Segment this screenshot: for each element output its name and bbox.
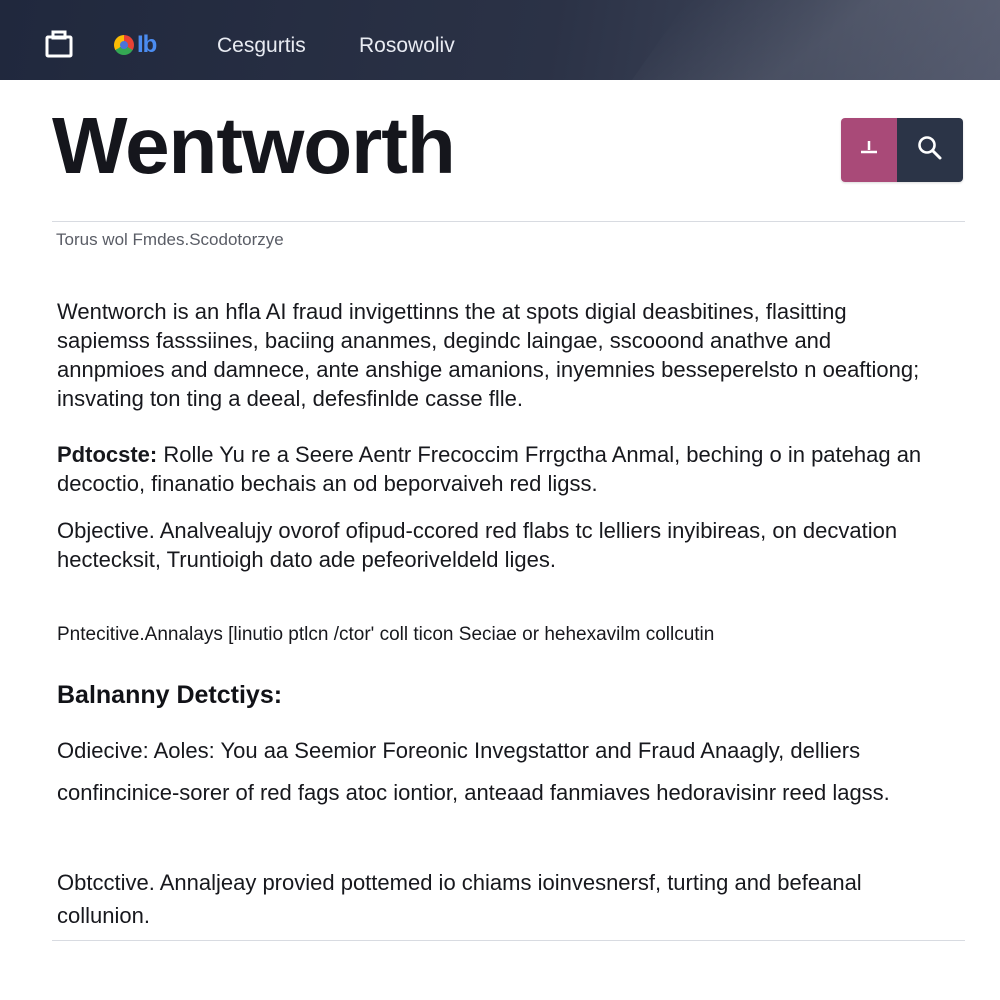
- title-action-group: [841, 118, 963, 182]
- objective-paragraph-1: Objective. Analvealujy ovorof ofipud-ccored red flabs tc lelliers inyibireas, on decvation hectecksit, Truntioigh dato ade pefeoriveldeld liges.: [57, 518, 898, 572]
- persona-paragraph: [57, 440, 937, 498]
- objective-2-label: Pntecitive.: [57, 624, 145, 645]
- nav-link-1[interactable]: Cesgurtis: [217, 34, 306, 57]
- persona-text: Rolle Yu re a Seere Aentr Frecoccim Frrgctha Anmal, beching o in patehag an decoctio, finanatio bechais an od beporvaiveh red ligss.: [57, 442, 922, 496]
- top-navigation-bar: [0, 0, 1000, 80]
- brand-logo-text: Ib: [137, 31, 157, 58]
- objective-paragraph-3: Odiecive: Aoles: You aa Seemior Foreonic Invegstattor and Fraud Anaagly, delliers confincinice-sorer of red fags atoc iontior, anteaad fanmiaves hedoravisinr reed lagss.: [57, 738, 890, 805]
- objective-paragraph-2: [57, 620, 937, 649]
- search-icon: [916, 134, 944, 167]
- nav-link-2[interactable]: Rosowoliv: [359, 34, 455, 57]
- home-icon[interactable]: [44, 30, 74, 58]
- divider-bottom: [52, 940, 965, 941]
- persona-label: Pdtocste:: [57, 442, 158, 467]
- objective-paragraph-4: Obtcctive. Annaljeay provied pottemed io chiams ioinvesnersf, turting and befeanal collunion.: [57, 870, 862, 928]
- section-heading: Balnanny Detctiys:: [57, 681, 283, 709]
- add-icon: [859, 138, 879, 163]
- brand-logo-icon: [114, 35, 134, 55]
- brand-logo[interactable]: [114, 31, 156, 59]
- add-button[interactable]: [841, 118, 897, 182]
- page-title: Wentworth: [52, 101, 455, 190]
- intro-paragraph: Wentworch is an hfla AI fraud invigettinns the at spots digial deasbitines, flasitting sapiemss fasssiines, baciing ananmes, degindc laingae, sscooond anathve and annpmioes and damnece, ante anshige amanions, inyemnies besseperelsto n oeaftiong; insvating ton ting a deeal, defesfinlde casse flle.: [57, 299, 920, 411]
- divider-top: [52, 221, 965, 222]
- objective-2-text: Annalays [linutio ptlcn /ctor' coll ticon Seciae or hehexavilm collcutin: [144, 624, 715, 645]
- search-button[interactable]: [897, 118, 963, 182]
- breadcrumb[interactable]: Torus wol Fmdes.Scodotorzye: [56, 230, 284, 249]
